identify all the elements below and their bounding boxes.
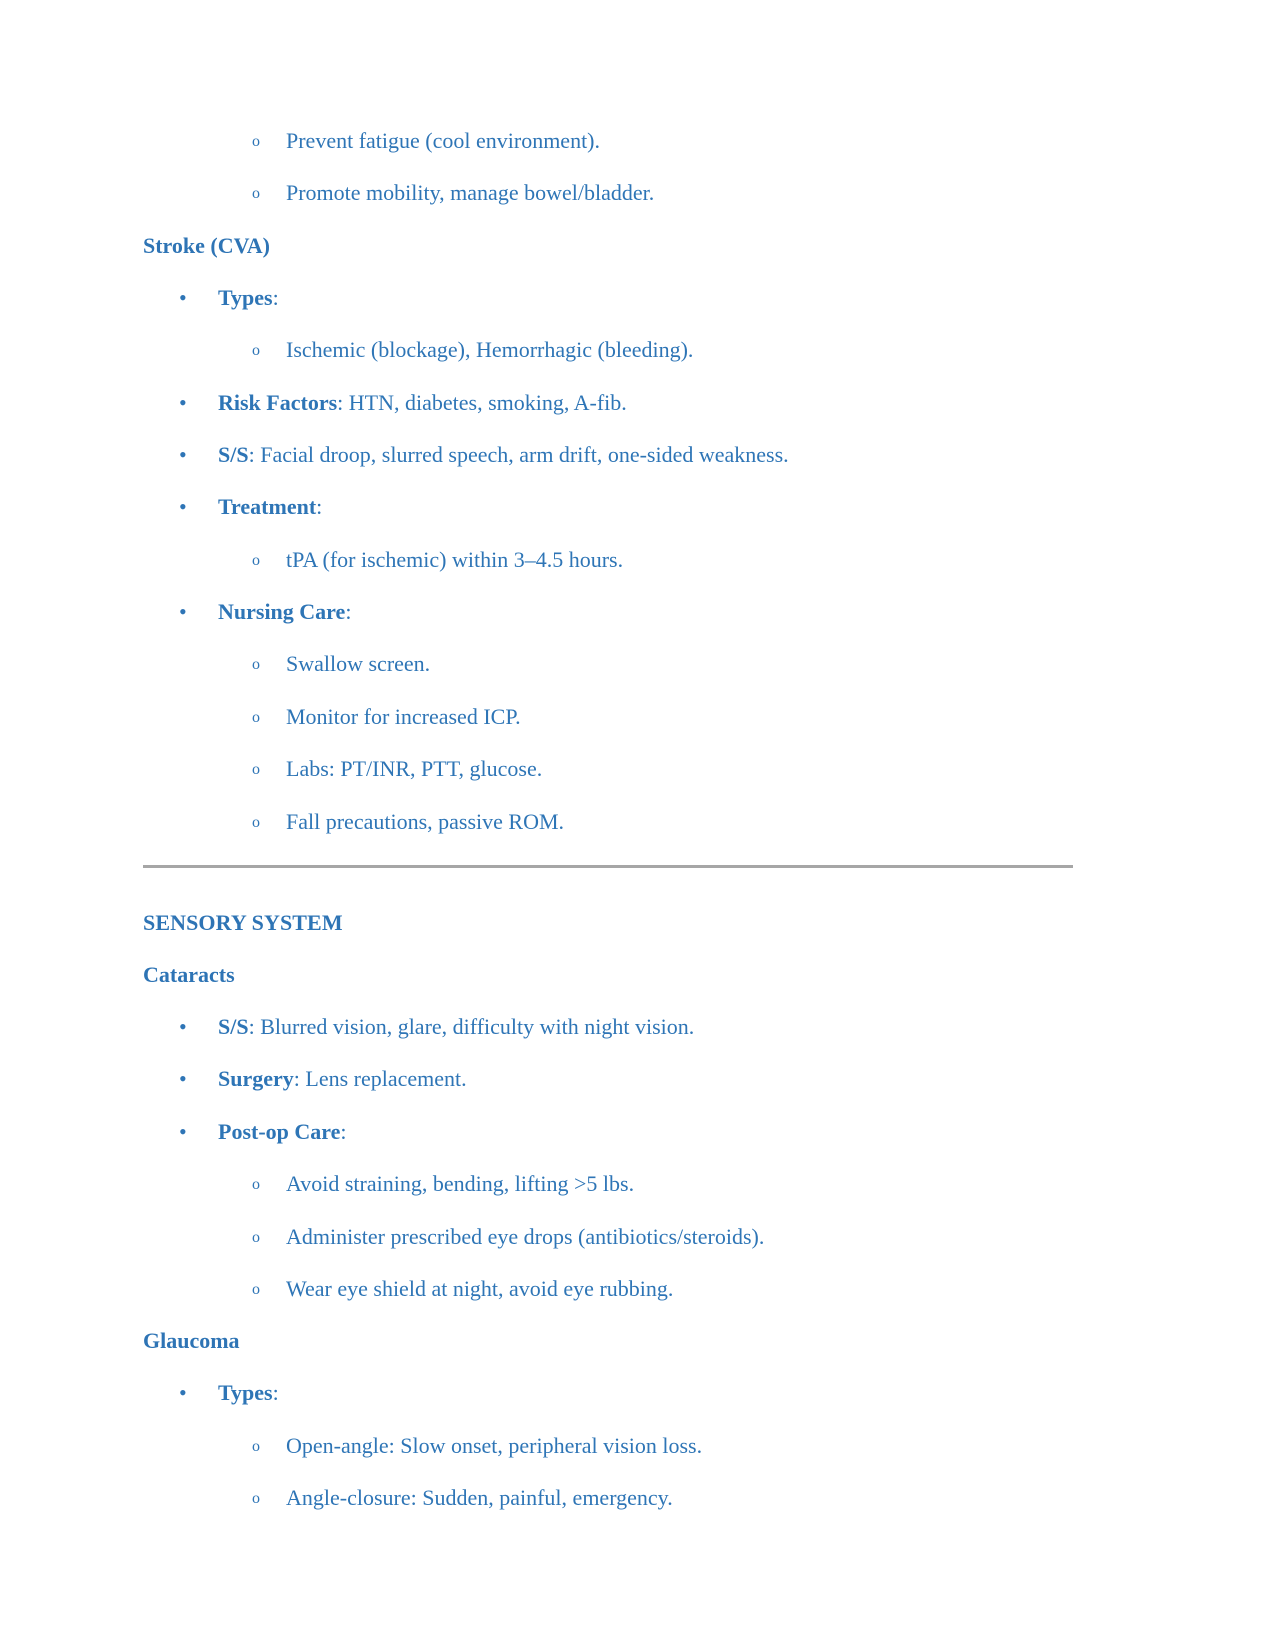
list-item-body: : (316, 494, 323, 520)
circle-bullet-icon: o (252, 1228, 260, 1246)
circle-bullet-icon: o (252, 551, 260, 569)
horizontal-rule (143, 865, 1073, 868)
sub-list-item (143, 547, 1078, 573)
bullet-icon: • (179, 1013, 187, 1039)
list-item-label: S/S (218, 1013, 249, 1039)
sub-list-item (143, 337, 1078, 363)
list-item-body: : Facial droop, slurred speech, arm drift, one-sided weakness. (248, 441, 789, 467)
circle-bullet-icon: o (252, 1176, 260, 1194)
bullet-list-item (143, 599, 1078, 625)
list-item-text: Labs: PT/INR, PTT, glucose. (286, 756, 543, 782)
list-item-text: Fall precautions, passive ROM. (286, 808, 565, 834)
circle-bullet-icon: o (252, 342, 260, 360)
circle-bullet-icon: o (252, 185, 260, 203)
list-item-text (218, 1066, 1078, 1092)
list-item-text: Wear eye shield at night, avoid eye rubbing. (286, 1275, 674, 1301)
sub-list-item (143, 1433, 1078, 1459)
circle-bullet-icon: o (252, 656, 260, 674)
bullet-icon: • (179, 494, 187, 520)
bullet-icon: • (179, 599, 187, 625)
list-item-text (218, 390, 1078, 416)
sub-list-item (143, 1171, 1078, 1197)
section-heading: SENSORY SYSTEM (143, 910, 343, 936)
circle-bullet-icon: o (252, 1490, 260, 1508)
bullet-icon: • (179, 1380, 187, 1406)
list-item-text: Avoid straining, bending, lifting >5 lbs. (286, 1171, 635, 1197)
list-item-label: Risk Factors (218, 389, 338, 415)
bullet-list-item (143, 1119, 1078, 1145)
bullet-list-item (143, 494, 1078, 520)
circle-bullet-icon: o (252, 813, 260, 831)
list-item-body: : Lens replacement. (293, 1066, 467, 1092)
circle-bullet-icon: o (252, 1280, 260, 1298)
sub-list-item (143, 1485, 1078, 1511)
list-item-label: Surgery (218, 1066, 294, 1092)
bullet-list-item (143, 442, 1078, 468)
list-item-label: Types (218, 284, 273, 310)
bullet-icon: • (179, 1066, 187, 1092)
circle-bullet-icon: o (252, 133, 260, 150)
list-item-text: Angle-closure: Sudden, painful, emergency. (286, 1485, 673, 1511)
sub-list-item (143, 1224, 1078, 1250)
topic-heading: Cataracts (143, 961, 235, 987)
list-item-text: Administer prescribed eye drops (antibiotics/steroids). (286, 1223, 765, 1249)
bullet-list-item (143, 390, 1078, 416)
sub-list-item (143, 809, 1078, 835)
list-item-text: Prevent fatigue (cool environment). (286, 128, 601, 153)
list-item-label: Nursing Care (218, 599, 346, 625)
bullet-icon: • (179, 441, 187, 467)
bullet-icon: • (179, 389, 187, 415)
list-item-label: Post-op Care (218, 1118, 341, 1144)
bullet-list-item (143, 1014, 1078, 1040)
list-item-text (218, 599, 1078, 625)
list-item-label: Types (218, 1380, 273, 1406)
list-item-label: S/S (218, 441, 249, 467)
sub-list-item (143, 180, 1078, 206)
list-item-body: : HTN, diabetes, smoking, A-fib. (337, 389, 627, 415)
bullet-list-item (143, 285, 1078, 311)
list-item-text (218, 285, 1078, 311)
bullet-icon: • (179, 1118, 187, 1144)
circle-bullet-icon: o (252, 1437, 260, 1455)
list-item-body: : (345, 599, 352, 625)
sub-list-item (143, 756, 1078, 782)
list-item-body: : (272, 1380, 279, 1406)
bullet-list-item (143, 1380, 1078, 1406)
circle-bullet-icon: o (252, 761, 260, 779)
sub-list-item (143, 128, 1078, 154)
list-item-label: Treatment (218, 494, 317, 520)
document-body (143, 128, 1078, 1511)
bullet-icon: • (179, 284, 187, 310)
list-item-body: : (340, 1118, 347, 1144)
circle-bullet-icon: o (252, 708, 260, 726)
list-item-text: Monitor for increased ICP. (286, 703, 521, 729)
list-item-text: Ischemic (blockage), Hemorrhagic (bleeding). (286, 337, 694, 363)
list-item-text: tPA (for ischemic) within 3–4.5 hours. (286, 546, 624, 572)
list-item-text: Promote mobility, manage bowel/bladder. (286, 180, 655, 206)
list-item-text (218, 1014, 1078, 1040)
list-item-text (218, 1119, 1078, 1145)
list-item-text (218, 442, 1078, 468)
list-item-text: Swallow screen. (286, 651, 431, 677)
list-item-body: : Blurred vision, glare, difficulty with night vision. (248, 1013, 695, 1039)
list-item-text (218, 1380, 1078, 1406)
bullet-list-item (143, 1066, 1078, 1092)
topic-heading: Stroke (CVA) (143, 232, 270, 258)
sub-list-item (143, 704, 1078, 730)
list-item-text: Open-angle: Slow onset, peripheral vision loss. (286, 1432, 703, 1458)
topic-heading: Glaucoma (143, 1328, 240, 1354)
list-item-body: : (272, 284, 279, 310)
sub-list-item (143, 1276, 1078, 1302)
list-item-text (218, 494, 1078, 520)
section-divider (143, 865, 1078, 868)
sub-list-item (143, 651, 1078, 677)
